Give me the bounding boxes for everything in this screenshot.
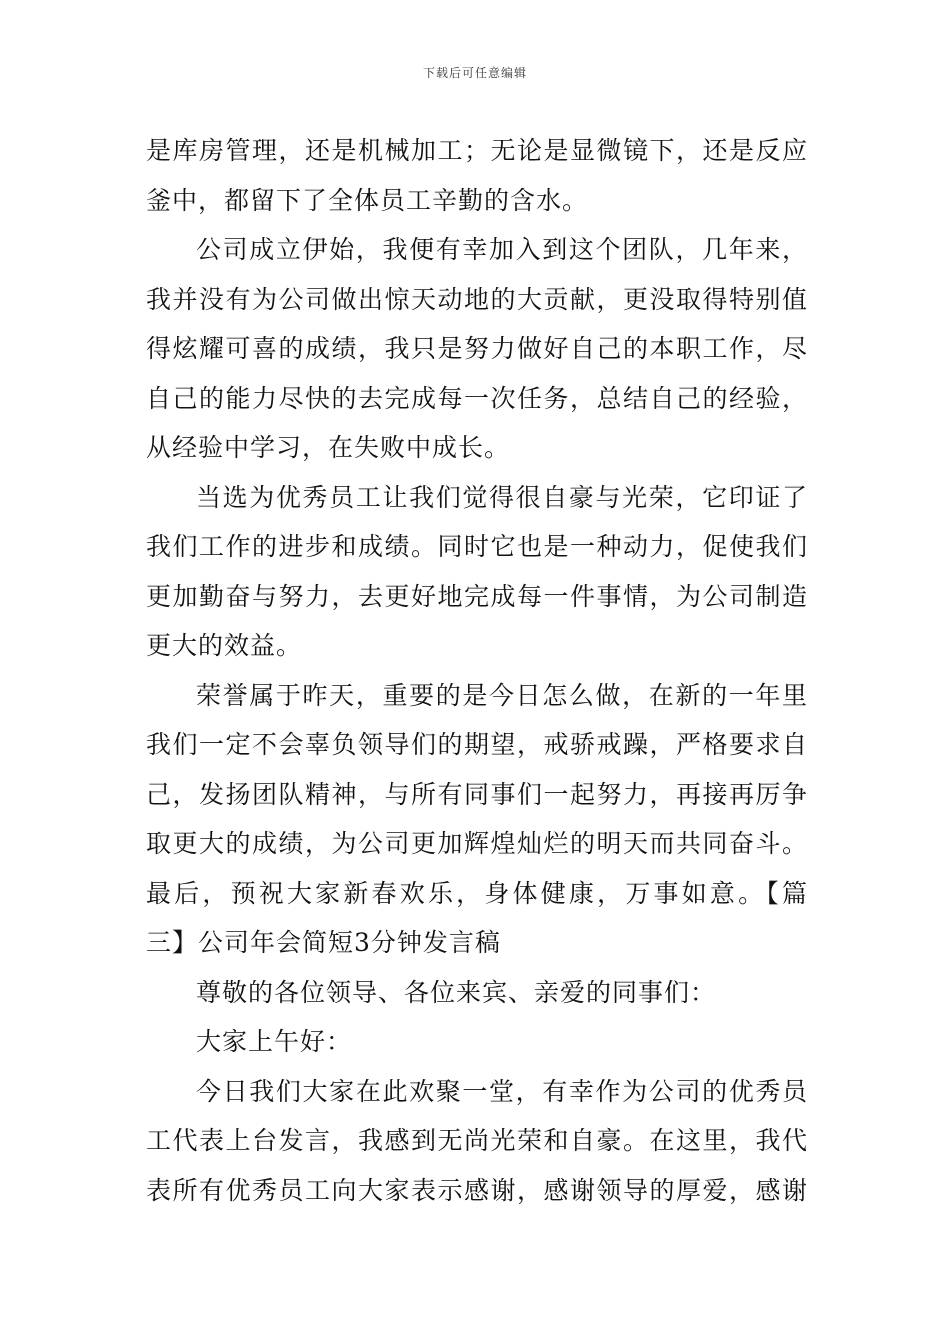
text-line: 是库房管理，还是机械加工；无论是显微镜下，还是反应 xyxy=(146,136,808,165)
text-line: 当选为优秀员工让我们觉得很自豪与光荣，它印证了 xyxy=(196,482,808,512)
text-line: 公司成立伊始，我便有幸加入到这个团队，几年来， xyxy=(196,235,808,264)
document-body xyxy=(146,126,808,1215)
text-line: 我并没有为公司做出惊天动地的大贡献，更没取得特别值 xyxy=(146,284,808,314)
text-line: 荣誉属于昨天，重要的是今日怎么做，在新的一年里 xyxy=(196,680,808,710)
text-line: 我们工作的进步和成绩。同时它也是一种动力，促使我们 xyxy=(146,532,808,561)
text-line: 得炫耀可喜的成绩，我只是努力做好自己的本职工作，尽 xyxy=(146,334,808,363)
page-header-note: 下载后可任意编辑 xyxy=(422,66,527,80)
text-line: 工代表上台发言，我感到无尚光荣和自豪。在这里，我代 xyxy=(146,1126,808,1155)
text-line: 大家上午好： xyxy=(196,1027,353,1056)
text-line: 釜中，都留下了全体员工辛勤的含水。 xyxy=(146,185,589,215)
text-line: 更加勤奋与努力，去更好地完成每一件事情，为公司制造 xyxy=(146,581,808,611)
text-line: 自己的能力尽快的去完成每一次任务，总结自己的经验， xyxy=(146,383,808,413)
text-line: 三】公司年会简短3分钟发言稿 xyxy=(146,928,501,957)
text-line: 更大的效益。 xyxy=(146,631,303,660)
text-line: 今日我们大家在此欢聚一堂，有幸作为公司的优秀员 xyxy=(196,1076,808,1106)
text-line: 己，发扬团队精神，与所有同事们一起努力，再接再厉争 xyxy=(146,779,808,809)
text-line: 表所有优秀员工向大家表示感谢，感谢领导的厚爱，感谢 xyxy=(146,1175,808,1205)
text-line: 最后，预祝大家新春欢乐，身体健康，万事如意。【篇 xyxy=(146,878,808,908)
text-line: 从经验中学习，在失败中成长。 xyxy=(146,433,511,462)
text-line: 尊敬的各位领导、各位来宾、亲爱的同事们： xyxy=(196,977,717,1007)
text-line: 我们一定不会辜负领导们的期望，戒骄戒躁，严格要求自 xyxy=(146,730,808,759)
text-line: 取更大的成绩，为公司更加辉煌灿烂的明天而共同奋斗。 xyxy=(146,829,808,858)
